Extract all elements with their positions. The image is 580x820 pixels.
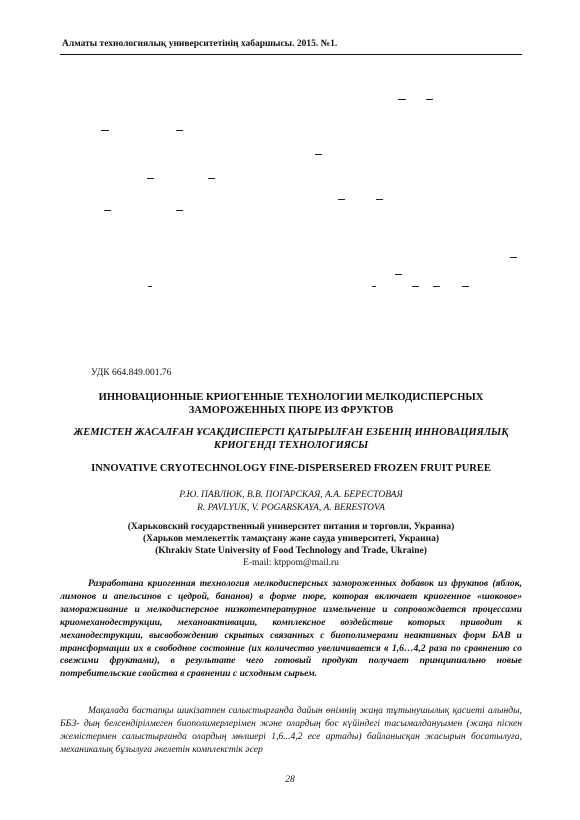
artifact-dash bbox=[315, 154, 322, 155]
artifact-dash bbox=[433, 286, 440, 287]
affiliation-english: (Khrakiv State University of Food Technology and Trade, Ukraine) bbox=[155, 546, 427, 556]
title-kazakh: ЖЕМІСТЕН ЖАСАЛҒАН ҰСАҚДИСПЕРСТІ ҚАТЫРЫЛҒАН ЕЗБЕНІҢ ИННОВАЦИЯЛЫҚ КРИОГЕНДІ ТЕХНОЛОГИЯСЫ bbox=[73, 427, 509, 451]
abstract-russian: Разработана криогенная технология мелкодисперсных замороженных добавок из фруктов (яблок, лимонов и апельсинов с цедрой, бананов) в форме пюре, которая включает криогенное «шоковое» замораживание и мелкодисперсное низкотемпературное измельчение и сопровождается процессами криомеханодеструкции, механоактивации, комплексное воздействие которых приводит к механодеструкции, высвобождению скрытых связанных с биополимерами неактивных форм БАВ и трансформации их в свободное состояние (их количество увеличивается в 1,6…4,2 раза по сравнению со свежими фруктами), в результате чего готовый продукт получает принципиально новые потребительские свойства в сравнении с исходным сырьем. bbox=[60, 578, 522, 680]
artifact-dash bbox=[101, 130, 109, 131]
abstract-kazakh: Мақалада бастапқы шикізатпен салыстырғанда дайын өнімнің жаңа тұтынушылық қасиеті алынды, ББЗ- дың белсендірілмеген биополимерлерімен және олардың бос күйіндегі тасымалдануымен (жаңа піскен жемістермен салыстырғанда олардың мөлшері 1,6...4,2 есе артады) байланысқан жасырын босатылуға, механикалық бұзылуға әкелетін комплекстік әсер bbox=[60, 705, 522, 755]
artifact-dash bbox=[148, 286, 152, 287]
artifact-dash bbox=[510, 257, 517, 258]
artifact-dash bbox=[176, 130, 183, 131]
authors-english: R. PAVLYUK, V. POGARSKAYA, A. BERESTOVA bbox=[197, 503, 385, 513]
running-header: Алматы технологиялық университетінің хабаршысы. 2015. №1. bbox=[62, 39, 338, 49]
artifact-dash bbox=[147, 178, 154, 179]
artifact-dash bbox=[462, 286, 469, 287]
artifact-dash bbox=[208, 178, 215, 179]
artifact-dash bbox=[398, 99, 406, 100]
artifact-dash bbox=[338, 199, 345, 200]
artifact-dash bbox=[372, 286, 376, 287]
artifact-dash bbox=[412, 286, 419, 287]
page-number: 28 bbox=[285, 775, 295, 785]
artifact-dash bbox=[176, 210, 183, 211]
artifact-dash bbox=[395, 274, 402, 275]
affiliation-russian: (Харьковский государственный университет питания и торговли, Украина) bbox=[127, 522, 455, 532]
contact-email: E-mail: ktppom@mail.ru bbox=[243, 558, 339, 568]
title-english: INNOVATIVE CRYOTECHNOLOGY FINE-DISPERSERED FROZEN FRUIT PUREE bbox=[91, 463, 491, 474]
artifact-dash bbox=[426, 99, 433, 100]
artifact-dash bbox=[104, 210, 111, 211]
affiliation-kazakh: (Харьков мемлекеттік тамақтану және сауда университеті, Украина) bbox=[142, 534, 440, 544]
artifact-dash bbox=[376, 199, 383, 200]
authors-russian: Р.Ю. ПАВЛЮК, В.В. ПОГАРСКАЯ, А.А. БЕРЕСТОВАЯ bbox=[179, 490, 403, 500]
header-rule bbox=[60, 54, 522, 55]
udk-code: УДК 664.849.001.76 bbox=[91, 368, 172, 378]
title-russian: ИННОВАЦИОННЫЕ КРИОГЕННЫЕ ТЕХНОЛОГИИ МЕЛКОДИСПЕРСНЫХ ЗАМОРОЖЕННЫХ ПЮРЕ ИЗ ФРУКТОВ bbox=[98, 392, 484, 416]
